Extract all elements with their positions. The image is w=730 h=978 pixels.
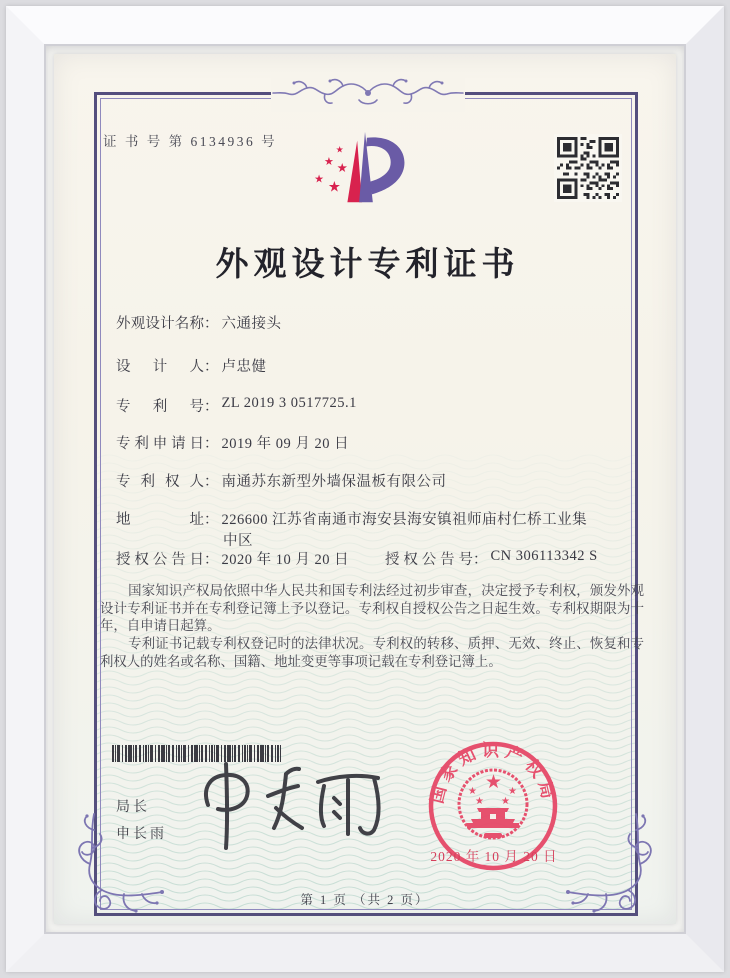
field-design-name: [100, 312, 644, 334]
legal-text: [100, 582, 644, 671]
field-label: 外观设计名称: [116, 316, 204, 332]
field-colon: ：: [204, 316, 219, 332]
svg-text:★: ★: [475, 796, 484, 807]
svg-text:★: ★: [508, 786, 517, 797]
field-colon: ：: [473, 552, 488, 568]
seal-date: 2020 年 10 月 20 日: [430, 849, 558, 864]
qr-code-icon: [554, 134, 622, 207]
svg-text:★: ★: [336, 160, 349, 175]
field-colon: ：: [204, 474, 219, 490]
field-colon: ：: [204, 512, 219, 528]
field-value: 226600 江苏省南通市海安县海安镇祖师庙村仁桥工业集: [221, 512, 588, 528]
field-value: 六通接头: [221, 316, 282, 332]
border-top-flourish-icon: [271, 74, 465, 112]
field-label: 设计人: [116, 359, 204, 375]
field-label: 授权公告号: [385, 552, 473, 568]
field-label: 专利号: [116, 399, 204, 415]
handwritten-signature-icon: [190, 760, 390, 861]
field-filing-date: [100, 432, 644, 454]
field-designer: [100, 355, 644, 377]
field-patent-number: [100, 395, 644, 417]
field-colon: ：: [204, 359, 219, 375]
seal-agency-text: 国家知识产权局: [427, 741, 559, 806]
certificate-title: 外观设计专利证书: [215, 247, 520, 283]
svg-text:★: ★: [335, 144, 344, 155]
field-colon: ：: [204, 552, 219, 568]
field-value: 卢忠健: [221, 359, 267, 375]
signer-title: 局长: [116, 800, 150, 815]
field-value: 2020 年 10 月 20 日: [221, 552, 350, 568]
svg-text:★: ★: [485, 772, 503, 793]
signer-block: [116, 794, 167, 848]
field-label: 授权公告日: [116, 552, 204, 568]
certificate-paper: [54, 54, 676, 924]
svg-text:★: ★: [323, 156, 334, 169]
svg-text:★: ★: [468, 786, 477, 797]
field-label: 专利申请日: [116, 436, 204, 452]
svg-text:★: ★: [314, 173, 324, 186]
field-value: 2019 年 09 月 20 日: [221, 436, 350, 452]
field-colon: ：: [204, 399, 219, 415]
field-label: 专利权人: [116, 474, 204, 490]
field-value: 南通苏东新型外墙保温板有限公司: [221, 474, 447, 490]
field-value: ZL 2019 3 0517725.1: [221, 395, 357, 411]
signer-name: 申长雨: [116, 827, 167, 842]
field-label: 地址: [116, 512, 204, 528]
field-grant-number: [385, 548, 598, 569]
national-emblem-icon: [459, 770, 527, 838]
field-grant-row: [100, 548, 644, 570]
legal-paragraph-2: 专利证书记载专利权登记时的法律状况。专利权的转移、质押、无效、终止、恢复和专利权人的姓名或名称、国籍、地址变更等事项记载在专利登记簿上。: [100, 636, 644, 669]
field-patentee: [100, 470, 644, 492]
legal-paragraph-1: 国家知识产权局依照中华人民共和国专利法经过初步审查，决定授予专利权，颁发外观设计专利证书并在专利登记簿上予以登记。专利权自授权公告之日起生效。专利权期限为十年，自申请日起算。: [100, 583, 644, 634]
svg-text:★: ★: [327, 179, 342, 196]
field-value: CN 306113342 S: [490, 548, 598, 564]
svg-text:★: ★: [501, 796, 510, 807]
certificate-number: 证 书 号 第 6134936 号: [103, 134, 278, 149]
field-colon: ：: [204, 436, 219, 452]
field-value-line2: 中区: [223, 533, 253, 549]
field-address: [100, 508, 644, 550]
page-indicator: 第 1 页 （共 2 页）: [300, 893, 430, 907]
